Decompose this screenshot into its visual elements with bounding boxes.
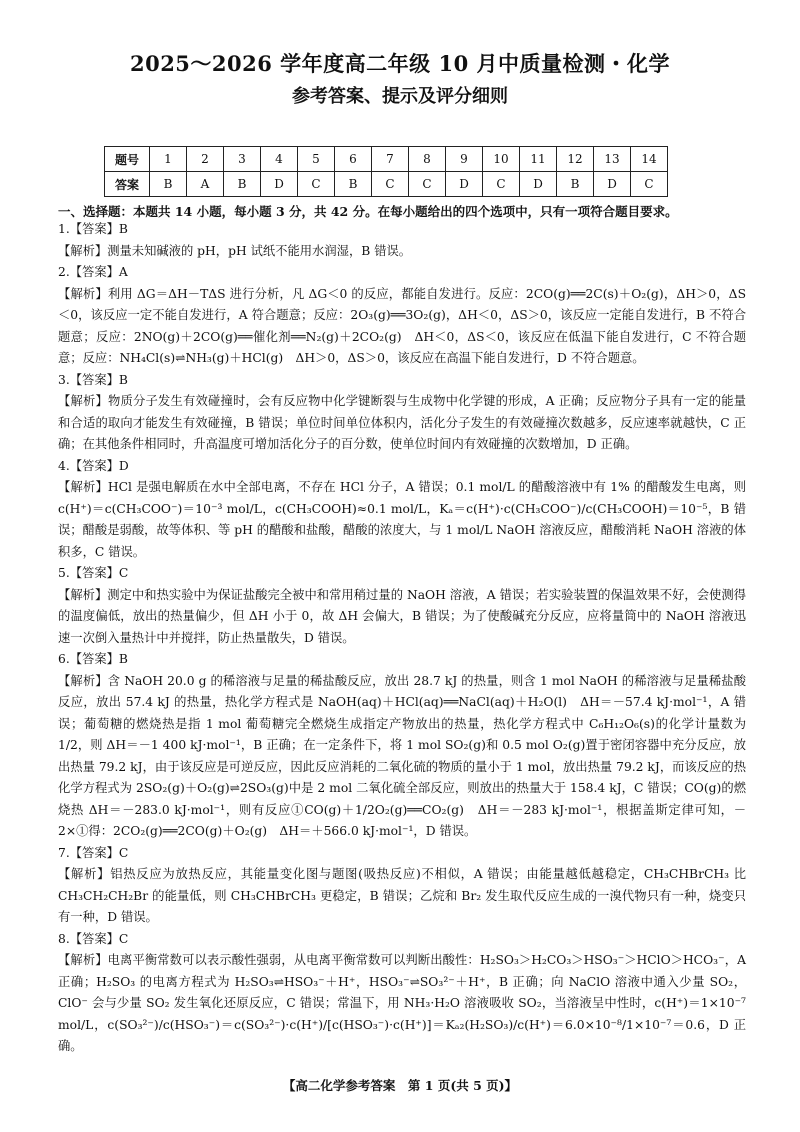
answer-cell: C bbox=[298, 172, 335, 197]
answer-cell: B bbox=[224, 172, 261, 197]
question-number-cell: 13 bbox=[594, 147, 631, 172]
answer-cell: B bbox=[335, 172, 372, 197]
question-answer-line: 6.【答案】B bbox=[58, 652, 128, 666]
question-explanation: 【解析】电离平衡常数可以表示酸性强弱，从电离平衡常数可以判断出酸性：H₂SO₃＞H₂CO₃＞HSO₃⁻＞HClO＞HCO₃⁻，A 正确；H₂SO₃ 的电离方程式为 H₂SO₃⇌HSO₃⁻＋H⁺，HSO₃⁻⇌SO₃²⁻＋H⁺，B 正确；向 NaClO 溶液中通入少量 SO₂，ClO⁻ 会与少量 SO₂ 发生氧化还原反应，C 错误；常温下，用 NH₃·H₂O 溶液吸收 SO₂，当溶液呈中性时，c(H⁺)＝1×10⁻⁷ mol/L，c(SO₃²⁻)/c(HSO₃⁻)＝c(SO₃²⁻)·c(H⁺)/[c(HSO₃⁻)·c(H⁺)]＝Kₐ₂(H₂SO₃)/c(H⁺)＝6.0×10⁻⁸/1×10⁻⁷＝0.6，D 正确。 bbox=[58, 953, 746, 1053]
page-title: 2025～2026 学年度高二年级 10 月中质量检测・化学 bbox=[129, 51, 671, 76]
question-number-cell: 14 bbox=[631, 147, 668, 172]
question-number-cell: 2 bbox=[187, 147, 224, 172]
question-explanation: 【解析】HCl 是强电解质在水中全部电离，不存在 HCl 分子，A 错误；0.1 mol/L 的醋酸溶液中有 1% 的醋酸发生电离，则 c(H⁺)＝c(CH₃COO⁻)＝10⁻³ mol/L，c(CH₃COOH)≈0.1 mol/L，Kₐ＝c(H⁺)·c(CH₃COO⁻)/c(CH₃COOH)＝10⁻⁵，B 错误；醋酸是弱酸，故等体积、等 pH 的醋酸和盐酸，醋酸的浓度大，与 1 mol/L NaOH 溶液反应，醋酸消耗 NaOH 溶液的体积多，C 错误。 bbox=[58, 480, 746, 559]
answer-table-number-row bbox=[105, 147, 668, 172]
question-answer-line: 2.【答案】A bbox=[58, 265, 128, 279]
question-number-cell: 4 bbox=[261, 147, 298, 172]
answer-cell: D bbox=[261, 172, 298, 197]
question-number-cell: 5 bbox=[298, 147, 335, 172]
answer-cell: D bbox=[446, 172, 483, 197]
question-number-cell: 8 bbox=[409, 147, 446, 172]
answer-cell: C bbox=[483, 172, 520, 197]
question-answer-line: 3.【答案】B bbox=[58, 372, 128, 387]
question-number-cell: 7 bbox=[372, 147, 409, 172]
section-heading: 一、选择题：本题共 14 小题，每小题 3 分，共 42 分。在每小题给出的四个选项中，只有一项符合题目要求。 bbox=[58, 204, 678, 219]
answer-cell: B bbox=[557, 172, 594, 197]
question-number-cell: 11 bbox=[520, 147, 557, 172]
question-number-cell: 10 bbox=[483, 147, 520, 172]
answer-cell: D bbox=[594, 172, 631, 197]
answer-explanations bbox=[58, 219, 746, 1058]
question-number-cell: 1 bbox=[150, 147, 187, 172]
question-explanation: 【解析】测定中和热实验中为保证盐酸完全被中和常用稍过量的 NaOH 溶液，A 错误；若实验装置的保温效果不好，会使测得的温度偏低，放出的热量偏少，但 ΔH 小于 0，故 ΔH 会偏大，B 错误；为了使酸碱充分反应，应将量筒中的 NaOH 溶液迅速一次倒入量热计中并搅拌，防止热量散失，D 错误。 bbox=[58, 587, 746, 645]
question-answer-line: 4.【答案】D bbox=[58, 458, 129, 473]
answer-cell: B bbox=[150, 172, 187, 197]
question-answer-line: 1.【答案】B bbox=[58, 222, 128, 236]
question-number-cell: 3 bbox=[224, 147, 261, 172]
answer-cell: C bbox=[409, 172, 446, 197]
question-explanation: 【解析】含 NaOH 20.0 g 的稀溶液与足量的稀盐酸反应，放出 28.7 kJ 的热量，则含 1 mol NaOH 的稀溶液与足量稀盐酸反应，放出 57.4 kJ 的热量，热化学方程式是 NaOH(aq)＋HCl(aq)══NaCl(aq)＋H₂O(l) ΔH＝－57.4 kJ·mol⁻¹，A 错误；葡萄糖的燃烧热是指 1 mol 葡萄糖完全燃烧生成指定产物放出的热量，热化学方程式中 C₆H₁₂O₆(s)的化学计量数为 1/2，则 ΔH＝－1 400 kJ·mol⁻¹，B 正确；在一定条件下，将 1 mol SO₂(g)和 0.5 mol O₂(g)置于密闭容器中充分反应，放出热量 79.2 kJ，由于该反应是可逆反应，因此反应消耗的二氧化硫的物质的量小于 1 mol，放出热量 79.2 kJ，而该反应的热化学方程式为 2SO₂(g)＋O₂(g)⇌2SO₃(g)中是 2 mol 二氧化硫全部反应，则放出的热量大于 158.4 kJ，C 错误；CO(g)的燃烧热 ΔH＝－283.0 kJ·mol⁻¹，则有反应①CO(g)＋1/2O₂(g)══CO₂(g) ΔH＝－283 kJ·mol⁻¹，根据盖斯定律可知，－2×①得：2CO₂(g)══2CO(g)＋O₂(g) ΔH＝＋566.0 kJ·mol⁻¹，D 错误。 bbox=[58, 673, 746, 838]
answer-cell: C bbox=[631, 172, 668, 197]
question-number-cell: 9 bbox=[446, 147, 483, 172]
answer-table-header-answer: 答案 bbox=[105, 172, 150, 197]
question-explanation: 【解析】测量未知碱液的 pH，pH 试纸不能用水润湿，B 错误。 bbox=[58, 243, 412, 258]
question-number-cell: 6 bbox=[335, 147, 372, 172]
question-answer-line: 7.【答案】C bbox=[58, 845, 129, 860]
answer-table-answer-row bbox=[105, 172, 668, 197]
answer-cell: D bbox=[520, 172, 557, 197]
question-explanation: 【解析】物质分子发生有效碰撞时，会有反应物中化学键断裂与生成物中化学键的形成，A 正确；反应物分子具有一定的能量和合适的取向才能发生有效碰撞，B 错误；单位时间单位体积内，活化分子发生的有效碰撞次数越多，反应速率就越快，C 正确；在其他条件相同时，升高温度可增加活化分子的百分数，使单位时间内有效碰撞的次数增加，D 正确。 bbox=[58, 394, 746, 451]
page-footer: 【高二化学参考答案 第 1 页(共 5 页)】 bbox=[282, 1078, 518, 1093]
answer-table-header-number: 题号 bbox=[105, 147, 150, 172]
question-number-cell: 12 bbox=[557, 147, 594, 172]
question-explanation: 【解析】铝热反应为放热反应，其能量变化图与题图(吸热反应)不相似，A 错误；由能量越低越稳定，CH₃CHBrCH₃ 比 CH₃CH₂CH₂Br 的能量低，则 CH₃CHBrCH₃ 更稳定，B 错误；乙烷和 Br₂ 发生取代反应生成的一溴代物只有一种，烧变只有一种，D 错误。 bbox=[58, 867, 746, 924]
answer-cell: A bbox=[187, 172, 224, 197]
page-subtitle: 参考答案、提示及评分细则 bbox=[292, 86, 508, 107]
question-explanation: 【解析】利用 ΔG＝ΔH－TΔS 进行分析，凡 ΔG＜0 的反应，都能自发进行。反应：2CO(g)══2C(s)＋O₂(g)，ΔH＞0，ΔS＜0，该反应一定不能自发进行，A 符合题意；反应：2O₃(g)══3O₂(g)，ΔH＜0，ΔS＞0，该反应一定能自发进行，B 不符合题意；反应：2NO(g)＋2CO(g)══催化剂══N₂(g)＋2CO₂(g) ΔH＜0，ΔS＜0，该反应在低温下能自发进行，C 不符合题意；反应：NH₄Cl(s)⇌NH₃(g)＋HCl(g) ΔH＞0，ΔS＞0，该反应在高温下能自发进行，D 不符合题意。 bbox=[58, 286, 746, 365]
question-answer-line: 8.【答案】C bbox=[58, 931, 129, 946]
answer-table bbox=[104, 146, 668, 197]
question-answer-line: 5.【答案】C bbox=[58, 566, 129, 580]
answer-cell: C bbox=[372, 172, 409, 197]
